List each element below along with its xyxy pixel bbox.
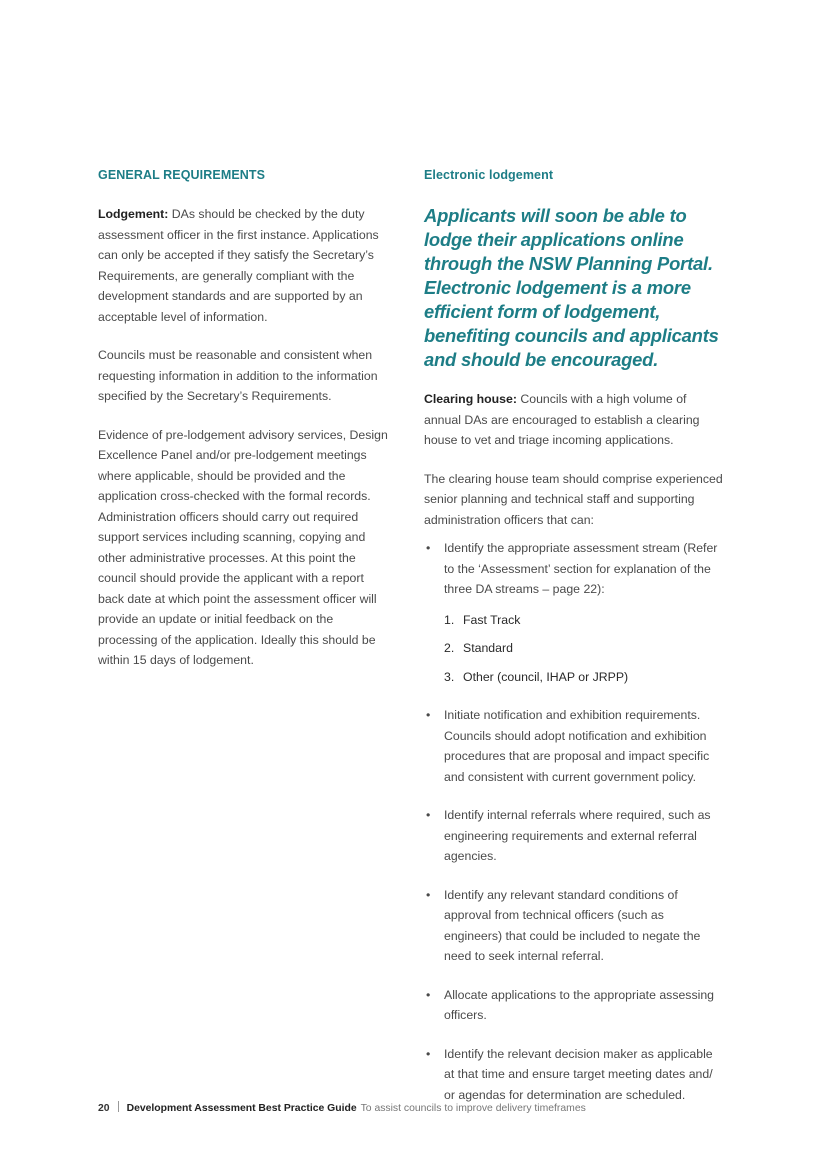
stream-label: Standard [463, 641, 513, 655]
lodgement-text: DAs should be checked by the duty assessment officer in the first instance. Applications can only be accepted if they satisfy the Secretary’s Requirements, are generally compliant with the development standards and are supported by an acceptable level of information. [98, 207, 379, 324]
list-item [424, 538, 724, 687]
list-item: • Initiate notification and exhibition requirements. Councils should adopt notification and exhibition procedures that are proposal and impact specific and consistent with current government policy. [424, 705, 724, 787]
stream-item [444, 638, 724, 659]
bullet-text: Identify the appropriate assessment stream (Refer to the ‘Assessment’ section for explanation of the three DA streams – page 22): [444, 541, 718, 596]
guide-title: Development Assessment Best Practice Guide [126, 1103, 357, 1114]
clearing-house-paragraph [424, 389, 724, 451]
clearing-house-lead: Clearing house: [424, 392, 517, 406]
lodgement-paragraph [98, 204, 390, 327]
list-item: • Identify any relevant standard conditions of approval from technical officers (such as engineers) that could be included to negate the need to seek internal referral. [424, 885, 724, 967]
streams-list [444, 610, 724, 688]
stream-number: 2. [444, 641, 455, 655]
stream-label: Fast Track [463, 612, 521, 627]
list-item: • Identify internal referrals where required, such as engineering requirements and external referral agencies. [424, 805, 724, 867]
section-heading-general-requirements: GENERAL REQUIREMENTS [98, 168, 266, 182]
page-footer [98, 1101, 586, 1114]
footer-divider [118, 1101, 119, 1112]
stream-number: 1. [444, 612, 455, 627]
page-number: 20 [98, 1103, 110, 1114]
guide-subtitle: To assist councils to improve delivery timeframes [360, 1103, 586, 1114]
team-paragraph: The clearing house team should comprise experienced senior planning and technical staff and supporting administration officers that can: [424, 471, 723, 527]
pull-quote: Applicants will soon be able to lodge their applications online through the NSW Planning Portal. Electronic lodgement is a more efficient form of lodgement, benefiting councils and applicants and should be encouraged. [424, 205, 719, 370]
reasonable-paragraph: Councils must be reasonable and consistent when requesting information in addition to the information specified by the Secretary’s Requirements. [98, 348, 378, 403]
list-item: • Allocate applications to the appropriate assessing officers. [424, 985, 724, 1026]
section-heading-electronic-lodgement: Electronic lodgement [424, 168, 554, 182]
left-column [98, 168, 390, 689]
stream-number: 3. [444, 669, 455, 684]
right-column [424, 168, 724, 1123]
clearing-house-text: Councils with a high volume of annual DAs are encouraged to establish a clearing house to vet and triage incoming applications. [424, 392, 700, 447]
stream-item [444, 667, 724, 688]
list-item: • Identify the relevant decision maker as applicable at that time and ensure target meeting dates and/ or agendas for determination are scheduled. [424, 1044, 724, 1106]
stream-item [444, 610, 724, 631]
lodgement-lead: Lodgement: [98, 207, 169, 221]
stream-label: Other (council, IHAP or JRPP) [463, 669, 629, 684]
responsibilities-list [424, 538, 724, 1105]
evidence-paragraph: Evidence of pre-lodgement advisory services, Design Excellence Panel and/or pre-lodgement meetings where applicable, should be provided and the application cross-checked with the formal records. Administration officers should carry out required support services including scanning, copying and other administrative processes. At this point the council should provide the applicant with a report back date at which point the assessment officer will provide an update or initial feedback on the processing of the application. Ideally this should be within 15 days of lodgement. [98, 427, 388, 667]
